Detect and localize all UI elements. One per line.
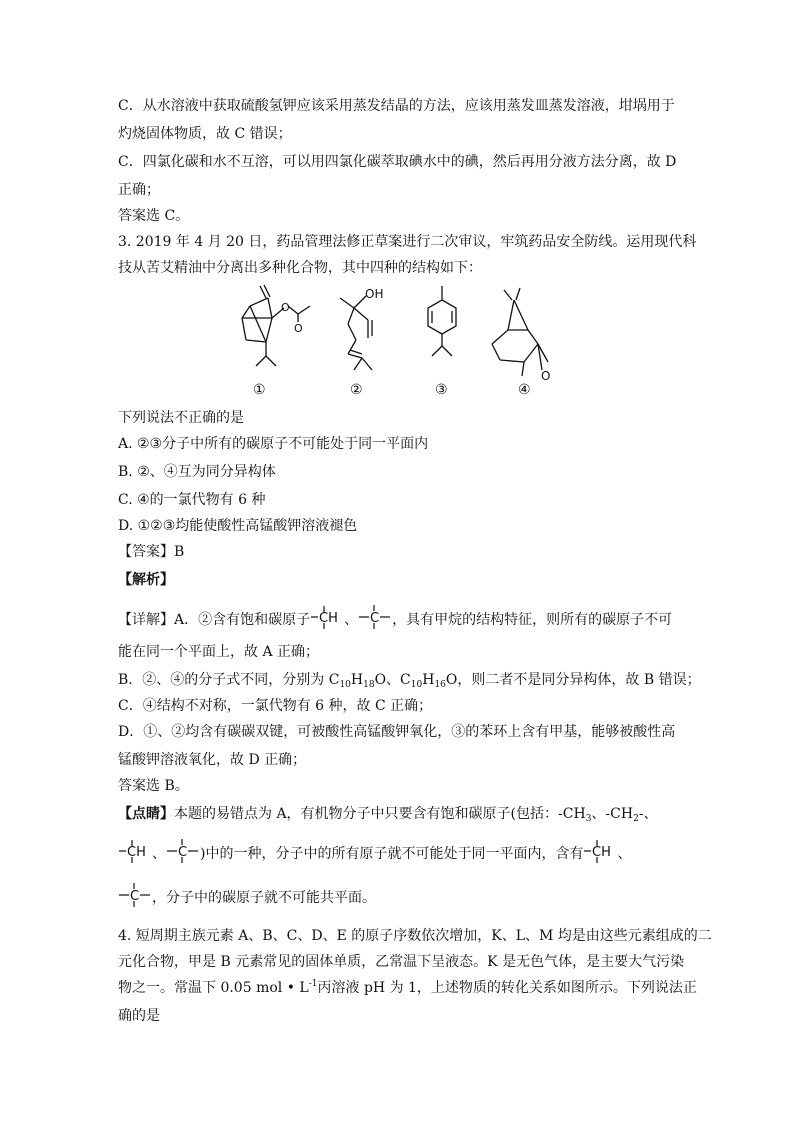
question-4-line: 元化合物，甲是 B 元素常见的固体单质，乙常温下呈液态。K 是无色气体，是主要大气污染 [118, 954, 685, 970]
sub-10: 10 [339, 680, 351, 690]
c-label-3: C [130, 889, 140, 904]
question-4-line [118, 978, 697, 998]
structure-3-label: ③ [435, 382, 448, 398]
ch-fragment-3-drawing [583, 836, 617, 866]
question-3-line: 技从苦艾精油中分离出多种化合物，其中四种的结构如下： [118, 260, 482, 276]
structure-2-oh: OH [365, 287, 384, 301]
tip-text-2b: )中的一种，分子中的所有原子就不可能处于同一平面内，含有 [200, 846, 584, 862]
c-fragment-2 [166, 836, 200, 872]
ch-label-3: CH [592, 845, 612, 860]
sup-minus-1: -1 [308, 979, 318, 989]
c-fragment-2-drawing [166, 836, 200, 866]
text-line: 答案选 C。 [118, 208, 190, 224]
ch-fragment-2 [118, 836, 152, 872]
structure-1-o2: O [294, 322, 303, 335]
text-line: C．从水溶液中获取硫酸氢钾应该采用蒸发结晶的方法，应该用蒸发皿蒸发溶液，坩埚用于 [118, 98, 675, 114]
detail-line-c: C．④结构不对称，一氯代物有 6 种，故 C 正确； [118, 698, 433, 714]
structure-4 [488, 286, 558, 386]
option-d: D. ①②③均能使酸性高锰酸钾溶液褪色 [118, 518, 358, 534]
structure-4-o: O [541, 369, 551, 383]
structure-1-o: O [281, 301, 290, 314]
sub-10b: 10 [410, 680, 423, 690]
tip-line-1 [118, 804, 658, 824]
ch-fragment-drawing [310, 602, 344, 632]
tip-text-3: ，分子中的碳原子就不可能共平面。 [152, 890, 376, 906]
tip-line-3 [118, 880, 376, 916]
tip-text-2c: 、 [617, 846, 632, 862]
text-line: 灼烧固体物质，故 C 错误； [118, 126, 292, 142]
c-label-2: C [178, 845, 188, 860]
question-4-line: 确的是 [118, 1008, 160, 1024]
tip-text-1b: 、-CH [591, 806, 634, 822]
ch-fragment-3 [583, 836, 617, 872]
question-3-line: 3. 2019 年 4 月 20 日，药品管理法修正草案进行二次审议，牢筑药品安全防线。运用现代科 [118, 234, 697, 250]
question-4-line: 4. 短周期主族元素 A、B、C、D、E 的原子序数依次增加，K、L、M 均是由这些元素组成的二 [118, 928, 712, 944]
detail-mid: 、 [344, 612, 359, 628]
detail-b-post: O，则二者不是同分异构体，故 B 错误； [445, 672, 701, 688]
sub-2: 2 [633, 814, 639, 824]
detail-b-mid: O、C [374, 672, 411, 688]
text-line: C．四氯化碳和水不互溶，可以用四氯化碳萃取碘水中的碘，然后再用分液方法分离，故 D [118, 154, 677, 170]
tip-line-2 [118, 836, 631, 872]
option-b: B. ②、④互为同分异构体 [118, 464, 276, 480]
q4c-pre: 物之一。常温下 0.05 mol • L [118, 980, 309, 996]
option-c: C. ④的一氯代物有 6 种 [118, 492, 266, 508]
sub-16: 16 [434, 680, 446, 690]
answer-line-2: 答案选 B。 [118, 778, 189, 794]
ch-fragment-2-drawing [118, 836, 152, 866]
detail-head: 【详解】A．②含有饱和碳原子 [118, 612, 311, 628]
tip-text-2a: 、 [152, 846, 166, 862]
c-label: C [370, 611, 380, 626]
structure-3-drawing [420, 284, 470, 384]
tip-heading: 【点睛】 [118, 806, 174, 822]
detail-line-d1: D．①、②均含有碳碳双键，可被酸性高锰酸钾氧化，③的苯环上含有甲基，能够被酸性高 [118, 724, 676, 740]
structure-4-label: ④ [518, 382, 531, 398]
structure-3 [420, 284, 470, 384]
structure-1-drawing [230, 284, 320, 384]
structure-4-drawing [488, 286, 558, 386]
c-fragment-drawing [358, 602, 392, 632]
structure-2 [332, 282, 402, 382]
ch-label: CH [319, 611, 338, 626]
ch-fragment [310, 602, 344, 638]
structure-2-label: ② [350, 382, 363, 398]
option-a: A. ②③分子中所有的碳原子不可能处于同一平面内 [118, 436, 429, 452]
c-fragment-3 [118, 880, 152, 916]
c-fragment [358, 602, 392, 638]
tip-text-1: 本题的易错点为 A，有机物分子中只要含有饱和碳原子(包括：-CH [174, 806, 586, 822]
detail-b-pre: B．②、④的分子式不同，分别为 C [118, 672, 340, 688]
text-line: 正确； [118, 182, 160, 198]
sub-18: 18 [363, 680, 375, 690]
structure-1-label: ① [253, 382, 266, 398]
analysis-heading: 【解析】 [118, 572, 174, 588]
detail-line-d2: 锰酸钾溶液氧化，故 D 正确； [118, 752, 307, 768]
c-fragment-3-drawing [118, 880, 152, 910]
answer-line: 【答案】B [118, 544, 185, 560]
detail-line-a2: 能在同一个平面上，故 A 正确； [118, 644, 320, 660]
tip-text-1c: -、 [638, 806, 658, 822]
ch-label-2: CH [127, 845, 146, 860]
sub-3: 3 [585, 814, 592, 824]
structure-2-drawing [332, 282, 402, 382]
detail-tail: ，具有甲烷的结构特征，则所有的碳原子不可 [392, 612, 673, 628]
detail-line-a [118, 602, 672, 638]
q4c-post: 丙溶液 pH 为 1，上述物质的转化关系如图所示。下列说法正 [317, 980, 697, 996]
question-stem: 下列说法不正确的是 [118, 410, 244, 426]
structure-1 [230, 284, 320, 384]
detail-line-b: B．②、④的分子式不同，分别为 $C_{10}H_{18}O$、$C_{10}H_{16}O$，则二者不是同分异构体，故 B 错误； [118, 672, 701, 690]
